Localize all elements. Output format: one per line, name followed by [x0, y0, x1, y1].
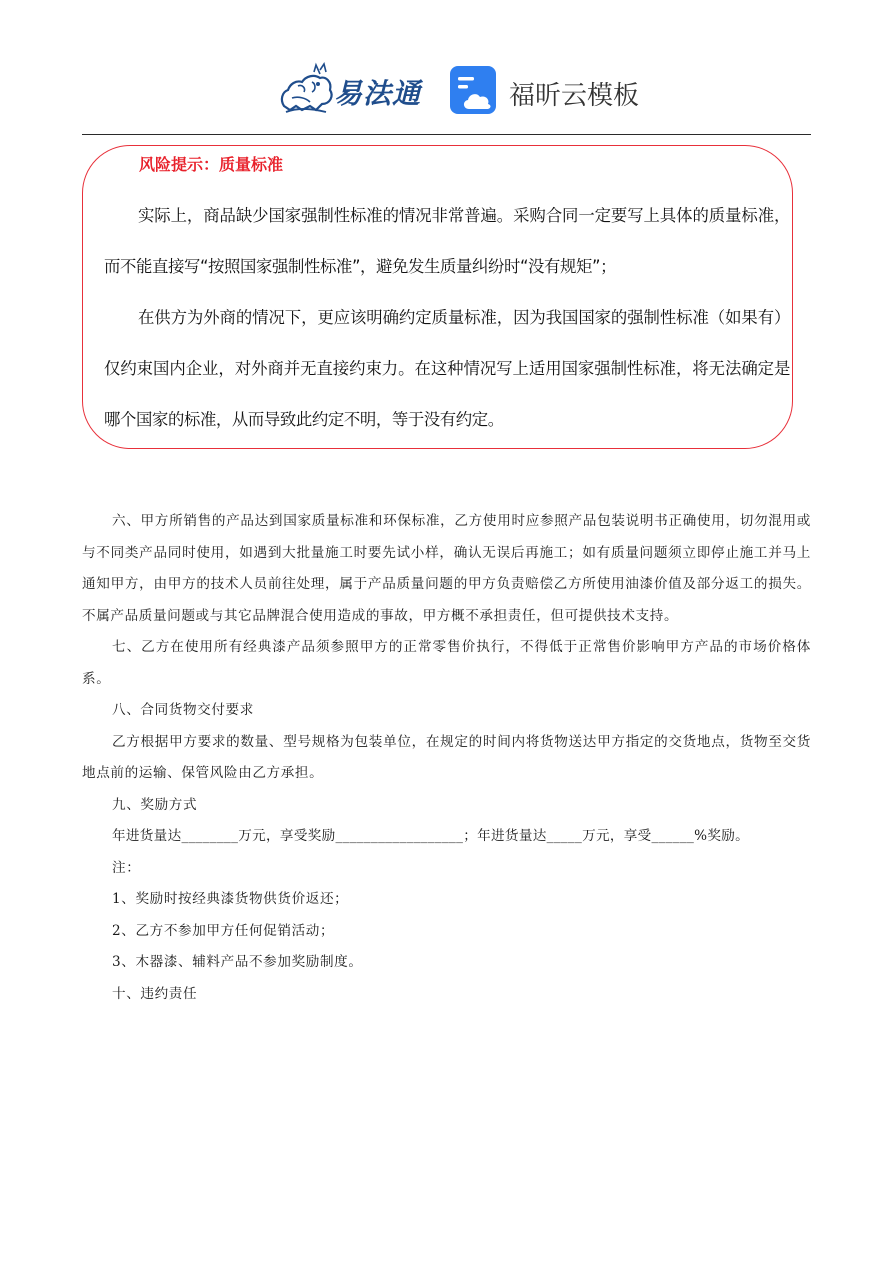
note-item-1: 1、奖励时按经典漆货物供货价返还；	[112, 891, 349, 907]
risk-paragraph-2: 在供方为外商的情况下，更应该明确约定质量标准，因为我国国家的强制性标准（如果有）仅约束国内企业，对外商并无直接约束力。在这种情况写上适用国家强制性标准，将无法确定是哪个国家的标准，从而导致此约定不明，等于没有约定。	[104, 308, 790, 429]
clause-eight-body: 乙方根据甲方要求的数量、型号规格为包装单位，在规定的时间内将货物送达甲方指定的交货地点，货物至交货地点前的运输、保管风险由乙方承担。	[82, 733, 811, 781]
clause-six: 六、甲方所销售的产品达到国家质量标准和环保标准，乙方使用时应参照产品包装说明书正确使用，切勿混用或与不同类产品同时使用，如遇到大批量施工时要先试小样，确认无误后再施工；如有质量问题须立即停止施工并马上通知甲方，由甲方的技术人员前往处理，属于产品质量问题的甲方负责赔偿乙方所使用油漆价值及部分返工的损失。不属产品质量问题或与其它品牌混合使用造成的事故，甲方概不承担责任，但可提供技术支持。	[82, 513, 811, 624]
note-item-3: 3、木器漆、辅料产品不参加奖励制度。	[112, 954, 363, 970]
clause-eight-title: 八、合同货物交付要求	[112, 702, 254, 718]
note-item-2: 2、乙方不参加甲方任何促销活动；	[112, 922, 335, 939]
risk-paragraph-1: 实际上，商品缺少国家强制性标准的情况非常普遍。采购合同一定要写上具体的质量标准，而不能直接写“按照国家强制性标准”，避免发生质量纠纷时“没有规矩”；	[104, 206, 790, 276]
page-header	[0, 58, 893, 120]
note-label: 注：	[112, 859, 141, 876]
qilin-emblem-icon	[276, 62, 336, 116]
yifatong-logo	[276, 62, 426, 116]
clause-nine-reward-line: 年进货量达________万元，享受奖励__________________；年进货量达_____万元，享受______%奖励。	[112, 828, 750, 844]
yifatong-wordmark: 易法通	[334, 77, 422, 110]
contract-body	[82, 506, 811, 1010]
fuxin-logo	[449, 63, 649, 117]
clause-ten-title: 十、违约责任	[112, 985, 198, 1002]
header-divider	[82, 134, 811, 135]
cloud-document-icon	[449, 65, 499, 117]
clause-seven: 七、乙方在使用所有经典漆产品须参照甲方的正常零售价执行，不得低于正常售价影响甲方产品的市场价格体系。	[82, 639, 811, 687]
clause-nine-title: 九、奖励方式	[112, 796, 198, 813]
fuxin-wordmark: 福昕云模板	[509, 81, 640, 111]
risk-warning-title: 风险提示：质量标准	[139, 155, 284, 174]
